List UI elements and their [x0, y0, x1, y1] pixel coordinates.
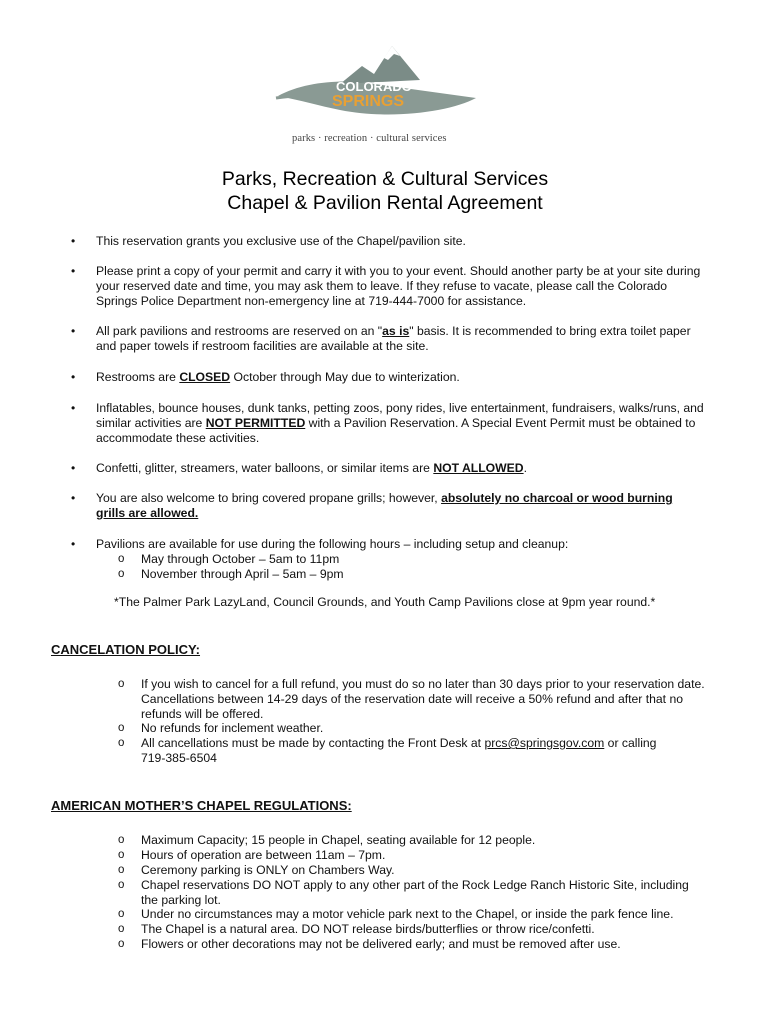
bullet-line: your reserved date and time, you may ask them to leave. If they refuse to vacate, please call the Colorado: [96, 278, 668, 293]
emphasis-closed: CLOSED: [179, 370, 231, 384]
emphasis-grills-allowed: grills are allowed.: [96, 505, 199, 520]
bullet-icon: [71, 324, 75, 339]
bullet-permit-copy: [96, 264, 732, 308]
logo-line2: SPRINGS: [332, 93, 405, 110]
bullet-confetti: [96, 461, 732, 476]
bullet-icon: [71, 491, 75, 506]
title-line-2: Chapel & Pavilion Rental Agreement: [227, 192, 543, 214]
text-run: " basis. It is recommended to bring extra toilet paper: [409, 324, 691, 338]
hours-may-october: May through October – 5am to 11pm: [141, 552, 340, 566]
tagline: parks · recreation · cultural services: [292, 133, 447, 144]
sub-bullet-icon: [118, 863, 124, 878]
text-run: All park pavilions and restrooms are reserved on an ": [96, 324, 383, 338]
chapel-hours: Hours of operation are between 11am – 7pm.: [141, 848, 386, 862]
sub-bullet-icon: [118, 567, 124, 582]
chapel-reservation-scope: [141, 878, 731, 908]
sub-bullet-icon: [118, 721, 124, 736]
bullet-line: Cancellations between 14-29 days of the reservation date will receive a 50% refund and after that no: [141, 691, 683, 706]
bullet-icon: [71, 401, 75, 416]
bullet-grills: [96, 491, 732, 521]
bullet-line: Chapel reservations DO NOT apply to any other part of the Rock Ledge Ranch Historic Site, including: [141, 878, 689, 892]
bullet-icon: [71, 264, 75, 279]
bullet-restrooms: [96, 370, 732, 385]
cancel-no-weather-refunds: No refunds for inclement weather.: [141, 721, 324, 735]
sub-bullet-icon: [118, 677, 124, 692]
chapel-parking: Ceremony parking is ONLY on Chambers Way.: [141, 863, 395, 877]
bullet-line: If you wish to cancel for a full refund, you must do so no later than 30 days prior to your reservation date.: [141, 677, 705, 691]
sub-bullet-icon: [118, 907, 124, 922]
bullet-line: and paper towels if restroom facilities are available at the site.: [96, 338, 429, 353]
bullet-line: accommodate these activities.: [96, 430, 260, 445]
text-run: October through May due to winterization.: [230, 370, 460, 384]
sub-bullet-icon: [118, 736, 124, 751]
bullet-line: refunds will be offered.: [141, 706, 264, 721]
cancelation-policy-heading: CANCELATION POLICY:: [51, 642, 201, 657]
hours-november-april: November through April – 5am – 9pm: [141, 567, 344, 581]
pavilion-closing-note: *The Palmer Park LazyLand, Council Grounds, and Youth Camp Pavilions close at 9pm year round.*: [114, 595, 656, 609]
phone-number: 719-385-6504: [141, 750, 217, 765]
text-run: Confetti, glitter, streamers, water balloons, or similar items are: [96, 461, 434, 475]
bullet-line: Inflatables, bounce houses, dunk tanks, petting zoos, pony rides, live entertainment, fundraisers, walks/runs, and: [96, 401, 704, 415]
chapel-regulations-heading: AMERICAN MOTHER’S CHAPEL REGULATIONS:: [51, 798, 352, 813]
chapel-capacity: Maximum Capacity; 15 people in Chapel, seating available for 12 people.: [141, 833, 536, 847]
text-run: Restrooms are: [96, 370, 180, 384]
bullet-exclusive-use: This reservation grants you exclusive use of the Chapel/pavilion site.: [96, 234, 466, 248]
emphasis-not-allowed: NOT ALLOWED: [433, 461, 524, 475]
title-line-1: Parks, Recreation & Cultural Services: [221, 168, 549, 190]
colorado-springs-logo: [270, 40, 480, 130]
bullet-as-is: [96, 324, 732, 354]
sub-bullet-icon: [118, 937, 124, 952]
emphasis-as-is: as is: [382, 324, 410, 338]
bullet-icon: [71, 234, 75, 249]
sub-bullet-icon: [118, 922, 124, 937]
chapel-decorations: Flowers or other decorations may not be delivered early; and must be removed after use.: [141, 937, 621, 951]
bullet-icon: [71, 461, 75, 476]
sub-bullet-icon: [118, 848, 124, 863]
bullet-pavilion-hours: Pavilions are available for use during the following hours – including setup and cleanup:: [96, 537, 569, 551]
text-run: .: [523, 461, 527, 475]
text-run: similar activities are: [96, 415, 206, 430]
bullet-icon: [71, 537, 75, 552]
chapel-natural-area: The Chapel is a natural area. DO NOT release birds/butterflies or throw rice/confetti.: [141, 922, 595, 936]
email-link[interactable]: prcs@springsgov.com: [484, 736, 605, 750]
cancel-contact: [141, 736, 731, 766]
sub-bullet-icon: [118, 552, 124, 567]
sub-bullet-icon: [118, 833, 124, 848]
text-run: with a Pavilion Reservation. A Special Event Permit must be obtained to: [305, 415, 696, 430]
bullet-line: Springs Police Department non-emergency line at 719-444-7000 for assistance.: [96, 293, 527, 308]
text-run: You are also welcome to bring covered propane grills; however,: [96, 491, 442, 505]
bullet-line: the parking lot.: [141, 892, 221, 907]
logo-line1: COLORADO: [336, 79, 412, 94]
cancel-full-refund: [141, 677, 731, 721]
emphasis-no-charcoal: absolutely no charcoal or wood burning: [441, 491, 673, 505]
bullet-line: Please print a copy of your permit and carry it with you to your event. Should another party be at your site during: [96, 264, 701, 278]
text-run: or calling: [604, 736, 657, 750]
text-run: All cancellations must be made by contacting the Front Desk at: [141, 736, 485, 750]
emphasis-not-permitted: NOT PERMITTED: [205, 415, 306, 430]
bullet-inflatables: [96, 401, 732, 445]
chapel-vehicle-rule: Under no circumstances may a motor vehicle park next to the Chapel, or inside the park fence line.: [141, 907, 674, 921]
bullet-icon: [71, 370, 75, 385]
sub-bullet-icon: [118, 878, 124, 893]
